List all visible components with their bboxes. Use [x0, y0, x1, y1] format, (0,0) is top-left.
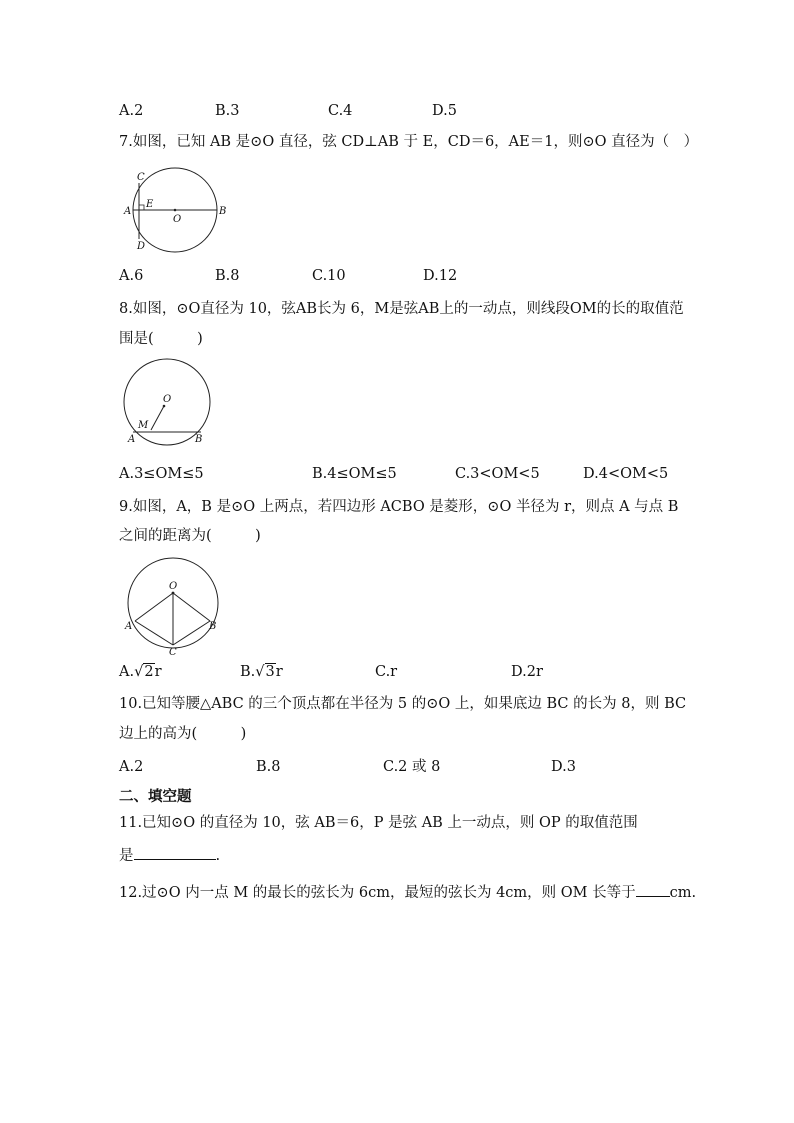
q7-option-a: A.6: [119, 268, 144, 284]
q6-option-b: B.3: [215, 103, 240, 119]
q7-right-angle-mark: [139, 205, 144, 210]
q9-option-c: C.r: [375, 664, 398, 680]
q11-answer-blank[interactable]: [134, 845, 216, 860]
q7-label-b: B: [219, 206, 227, 217]
q9-stem-line1: 9.如图，A，B 是⊙O 上两点，若四边形 ACBO 是菱形，⊙O 半径为 r，则点 A 与点 B: [119, 499, 679, 515]
q9-segment-ac: [135, 621, 173, 645]
q7-label-e: E: [146, 199, 154, 210]
q9-option-a-suffix: r: [154, 664, 162, 680]
q6-option-d: D.5: [432, 103, 457, 119]
q12-prefix: 12.过⊙O 内一点 M 的最长的弦长为 6cm，最短的弦长为 4cm，则 OM 长等于: [119, 885, 636, 901]
q9-option-a: [119, 662, 162, 682]
q9-label-c: C: [169, 647, 177, 658]
q8-option-c: C.3<OM<5: [455, 466, 540, 482]
q6-option-a: A.2: [119, 103, 144, 119]
q10-option-b: B.8: [256, 759, 281, 775]
q9-option-b-prefix: B.: [240, 664, 256, 680]
q10-option-a: A.2: [119, 759, 144, 775]
q11-line2: [119, 845, 220, 866]
q7-option-b: B.8: [215, 268, 240, 284]
q9-option-b-radicand: 3: [265, 664, 275, 680]
q7-figure: [120, 165, 240, 257]
q10-option-c: C.2 或 8: [383, 759, 441, 775]
q8-label-a: A: [128, 434, 136, 445]
q9-segment-ob: [173, 593, 210, 621]
q7-stem: 7.如图，已知 AB 是⊙O 直径，弦 CD⊥AB 于 E，CD＝6，AE＝1，则⊙O 直径为（ ）: [119, 134, 699, 150]
q8-center-dot: [163, 405, 166, 408]
q8-segment-om: [151, 406, 164, 430]
q8-option-b: B.4≤OM≤5: [312, 466, 397, 482]
q9-label-b: B: [209, 621, 217, 632]
q8-figure: [122, 360, 222, 450]
q10-option-d: D.3: [551, 759, 576, 775]
q9-figure: [122, 552, 228, 656]
q12-answer-blank[interactable]: [636, 882, 670, 897]
q9-stem-line2: 之间的距离为( ): [119, 528, 261, 544]
q11-line2-prefix: 是: [119, 848, 134, 864]
q7-label-a: A: [124, 206, 132, 217]
q7-label-c: C: [137, 172, 145, 183]
q10-stem-line2: 边上的高为( ): [119, 726, 247, 742]
q7-option-d: D.12: [423, 268, 458, 284]
q8-label-m: M: [138, 420, 149, 431]
q6-option-c: C.4: [328, 103, 353, 119]
q9-label-a: A: [125, 621, 133, 632]
q9-option-b-suffix: r: [275, 664, 283, 680]
radical-icon: √: [134, 664, 144, 680]
q8-stem-line1: 8.如图，⊙O直径为 10，弦AB长为 6，M是弦AB上的一动点，则线段OM的长的取值范: [119, 301, 684, 317]
q7-label-d: D: [137, 241, 146, 252]
q9-center-dot: [172, 592, 175, 595]
q9-option-d: D.2r: [511, 664, 543, 680]
q8-label-o: O: [163, 394, 172, 405]
q8-label-b: B: [195, 434, 203, 445]
section-heading: 二、填空题: [119, 788, 192, 805]
q9-option-a-prefix: A.: [119, 664, 135, 680]
q7-center-dot: [174, 209, 177, 212]
q12-line: [119, 882, 696, 903]
q8-option-a: A.3≤OM≤5: [119, 466, 204, 482]
q9-segment-bc: [173, 621, 210, 645]
q12-suffix: cm.: [669, 885, 697, 901]
q11-line2-suffix: .: [215, 848, 221, 864]
q9-option-a-radicand: 2: [144, 664, 154, 680]
q10-stem-line1: 10.已知等腰△ABC 的三个顶点都在半径为 5 的⊙O 上，如果底边 BC 的长为 8，则 BC: [119, 696, 687, 712]
q7-label-o: O: [173, 214, 182, 225]
radical-icon: √: [255, 664, 265, 680]
q9-label-o: O: [169, 581, 178, 592]
q9-option-b: [240, 662, 283, 682]
q11-line1: 11.已知⊙O 的直径为 10，弦 AB＝6，P 是弦 AB 上一动点，则 OP 的取值范围: [119, 815, 638, 831]
q9-segment-oa: [135, 593, 173, 621]
q8-option-d: D.4<OM<5: [583, 466, 669, 482]
q8-stem-line2: 围是( ): [119, 331, 203, 347]
q7-option-c: C.10: [312, 268, 346, 284]
